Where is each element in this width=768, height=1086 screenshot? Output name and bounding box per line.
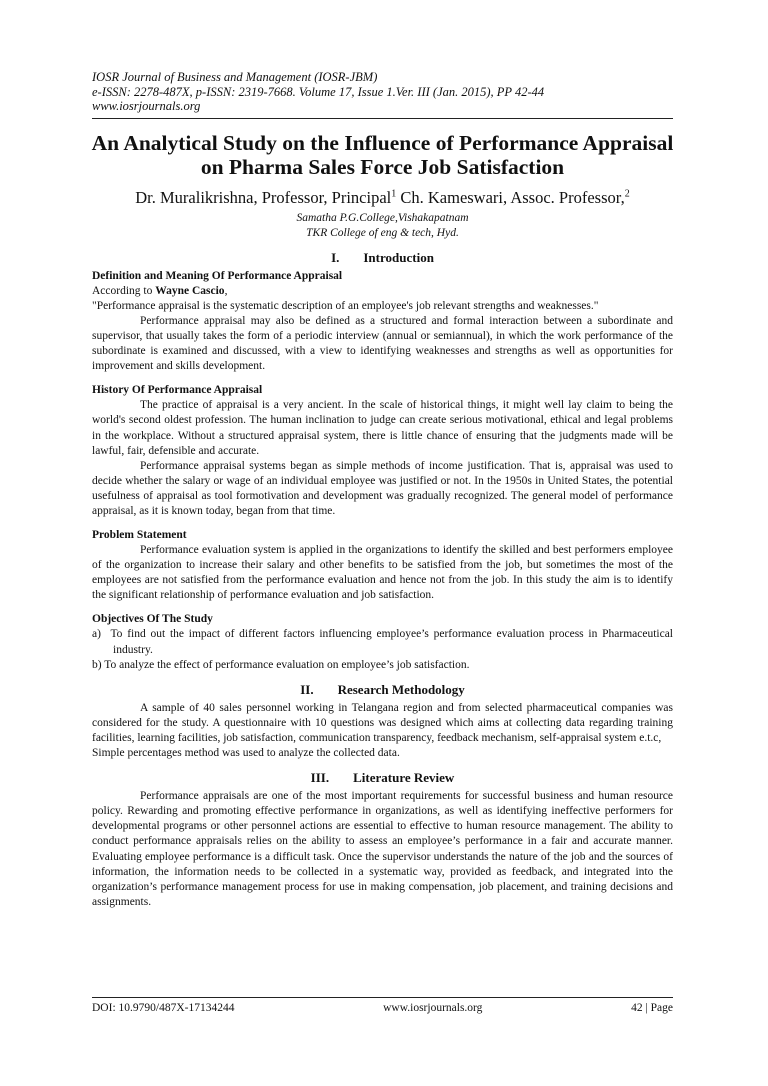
paragraph-history-2: Performance appraisal systems began as simple methods of income justification. That is, appraisal was used to decide whether the salary or wage of an individual employee was justified or not. In the 1950s in United States, the potential usefulness of appraisal as tool formotivation and development was gradually recognized. The general model of performance appraisal, as it is known today, began from that time. [92,459,673,517]
header-divider [92,118,673,119]
according-line [92,284,673,299]
objective-b: b) To analyze the effect of performance evaluation on employee’s job satisfaction. [92,658,470,671]
affiliation-1: Samatha P.G.College,Vishakapatnam [296,211,469,224]
section-number: III. [310,770,330,786]
journal-header [92,70,673,114]
author-2-superscript: 2 [624,188,630,200]
paragraph-methodology-analysis: Simple percentages method was used to analyze the collected data. [92,747,400,760]
journal-name: IOSR Journal of Business and Management (IOSR-JBM) [92,70,378,84]
author-line [92,188,673,208]
affiliation-2: TKR College of eng & tech, Hyd. [306,226,459,239]
paragraph-methodology: A sample of 40 sales personnel working in Telangana region and from selected pharmaceutical companies was considered for the study. A questionnaire with 10 questions was designed which aims at collecting data regarding training facilities, learning facilities, job satisfaction, communication transparency, feedback mechanism, self-appraisal system e.t.c, [92,701,673,744]
author-2: Ch. Kameswari, Assoc. Professor, [396,187,625,207]
title-line-2: on Pharma Sales Force Job Satisfaction [200,154,565,179]
section-heading-methodology [92,682,673,698]
objective-a: a) To find out the impact of different factors influencing employee’s performance evaluation process in Pharmaceutical industry. [92,628,673,656]
objectives-list [92,627,673,672]
definition-quote: "Performance appraisal is the systematic description of an employee's job relevant strengths and weaknesses." [92,299,599,312]
title-line-1: An Analytical Study on the Influence of Performance Appraisal [91,130,674,155]
subheading-objectives: Objectives Of The Study [92,613,213,626]
footer-page-number: 42 | Page [631,1002,673,1014]
author-1: Dr. Muralikrishna, Professor, Principal [135,187,392,207]
section-heading-introduction [92,250,673,266]
footer-site: www.iosrjournals.org [383,1002,483,1014]
section-number: I. [331,249,340,265]
author-1-superscript: 1 [391,188,397,200]
paragraph-problem-statement: Performance evaluation system is applied in the organizations to identify the skilled and best performers employee of the organization to increase their salary and other benefits to be satisfied from the job, but sometimes the most of the employees are not satisfied from the performance evaluation and hence not from the job. In this study the aim is to identify the significant relationship of performance evaluation and job satisfaction. [92,544,673,602]
cited-author: Wayne Cascio [155,284,225,297]
page-footer [92,997,673,1014]
according-prefix: According to [92,284,156,297]
subheading-history: History Of Performance Appraisal [92,384,263,397]
affiliations [92,211,673,241]
according-suffix: , [224,284,228,297]
paragraph-literature-review: Performance appraisals are one of the most important requirements for successful business and human resource policy. Rewarding and promoting effective performance in organizations, as well as identifying ineffective performers for developmental programs or other personnel actions are essential to effective to human resource management. The ability to conduct performance appraisals relies on the ability to assess an employee’s performance in a fair and accurate manner. Evaluating employee performance is a difficult task. Once the supervisor understands the nature of the job and the sources of information, the information needs to be collected in a systematic way, provided as feedback, and integrated into the organization’s performance management process for use in making compensation, job placement, and training decisions and assignments. [92,790,673,908]
section-number: II. [300,681,314,697]
section-title: Introduction [363,249,434,265]
section-title: Research Methodology [337,681,465,697]
paragraph-history-1: The practice of appraisal is a very ancient. In the scale of historical things, it might well lay claim to being the world's second oldest profession. The human inclination to judge can create serious motivational, ethical and legal problems in the workplace. Without a structured appraisal system, there is little chance of ensuring that the judgments made will be lawful, fair, defensible and accurate. [92,399,673,457]
journal-site: www.iosrjournals.org [92,99,201,114]
section-heading-literature-review [92,770,673,786]
page-content [92,70,673,910]
subheading-problem-statement: Problem Statement [92,529,187,542]
paper-title [82,131,683,179]
paragraph-definition: Performance appraisal may also be defined as a structured and formal interaction between a subordinate and supervisor, that usually takes the form of a periodic interview (annual or semiannual), in which the work performance of the subordinate is examined and discussed, with a view to identifying weaknesses and strengths as well as opportunities for improvement and skills development. [92,314,673,373]
footer-doi: DOI: 10.9790/487X-17134244 [92,1002,235,1014]
section-title: Literature Review [353,770,455,786]
journal-issn: e-ISSN: 2278-487X, p-ISSN: 2319-7668. Volume 17, Issue 1.Ver. III (Jan. 2015), PP 42-44 [92,84,545,99]
subheading-definition: Definition and Meaning Of Performance Appraisal [92,269,343,282]
